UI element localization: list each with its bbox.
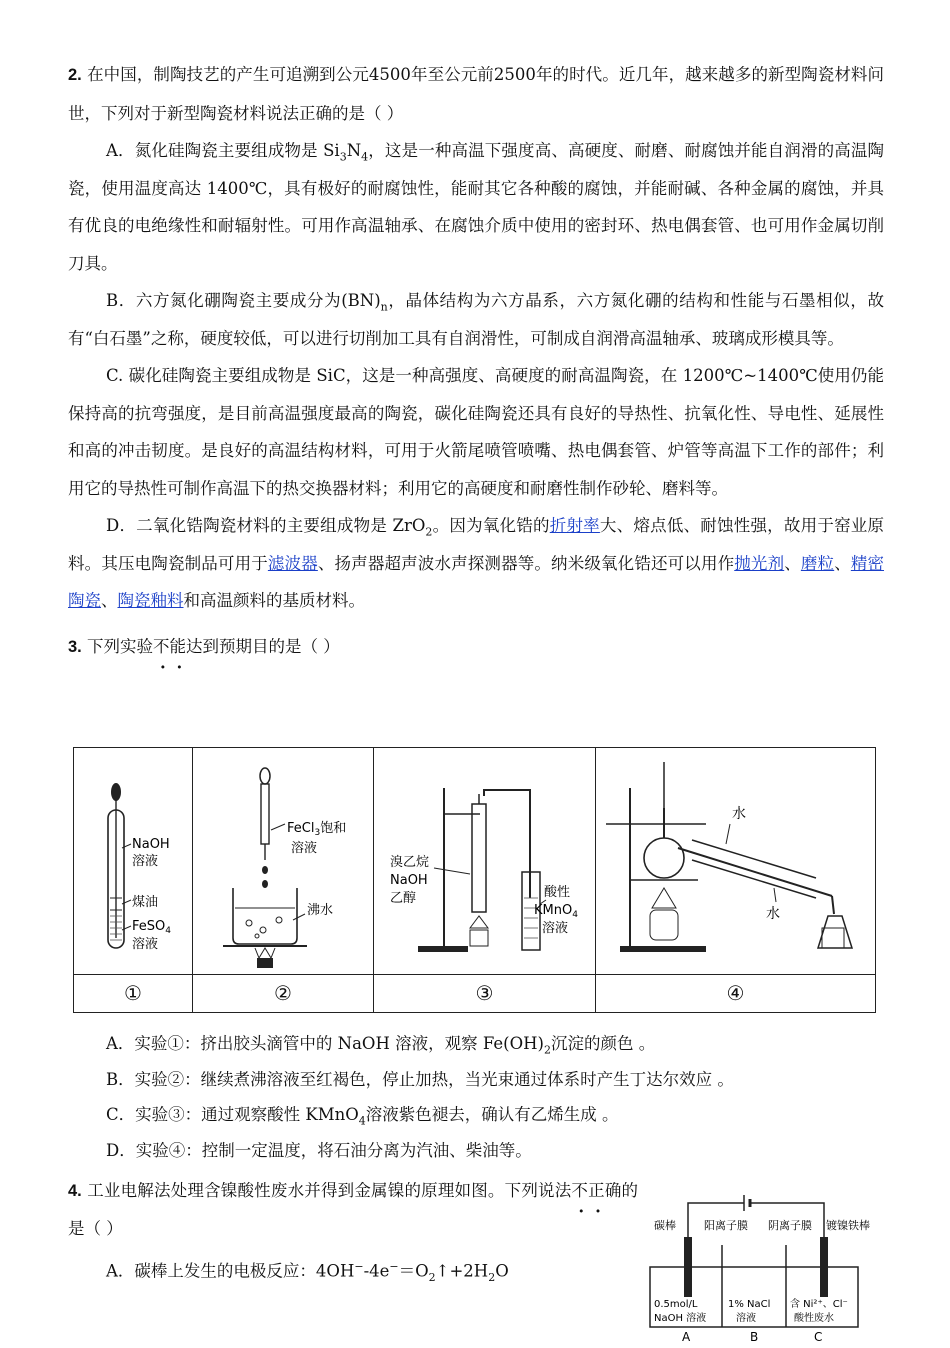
svg-text:溶液: 溶液 [542,921,569,936]
label-membrane-1: 阳离子膜 [704,1219,748,1232]
svg-text:溶液: 溶液 [132,937,159,952]
label-naoh: NaOH [132,837,170,852]
distillation-apparatus [596,748,874,974]
label-C: C [814,1330,823,1344]
link-polishing-agent[interactable]: 抛光剂 [734,553,785,573]
panel-label-3: ③ [374,974,596,1012]
q3-option-c: C．实验③：通过观察酸性 KMnO$_4$溶液紫色褪去，确认有乙烯生成 。 [106,1105,619,1128]
beaker-drawing [193,748,373,974]
question-2 [68,56,884,666]
q3-option-a: A．实验①：挤出胶头滴管中的 NaOH 溶液，观察 $Fe(OH)_2$沉淀的颜色 。 [106,1034,656,1057]
link-ceramic-glaze[interactable]: 陶瓷釉料 [117,591,184,610]
q2-option-d: D．二氧化锆陶瓷材料的主要组成物是 ZrO$_2$。因为氧化锆的折射率大、熔点低、耐蚀性强，故用于窑业原料。其压电陶瓷制品可用于滤波器、扬声器超声波水声探测器等。纳米级氧化锆还可以用作抛光剂、磨粒、精密陶瓷、陶瓷釉料和高温颜料的基质材料。 [68,516,885,610]
label-boiling-water: 沸水 [307,903,334,918]
svg-text:酸性废水: 酸性废水 [794,1313,834,1324]
label-kerosene: 煤油 [132,895,159,910]
q2-option-b: B．六方氮化硼陶瓷主要成分为$(BN)_n$，晶体结构为六方晶系，六方氮化硼的结构和性能与石墨相似，故有“白石墨”之称，硬度较低，可以进行切削加工具有自润滑性，可制成自润滑高温轴承、玻璃成形模具等。 [68,291,885,348]
label-water-out: 水 [766,906,780,922]
svg-text:乙醇: 乙醇 [390,891,417,906]
svg-text:溶液: 溶液 [132,854,159,869]
electrolysis-figure [640,1185,870,1344]
question-4 [68,1172,638,1291]
q2-stem: 2. 在中国，制陶技艺的产生可追溯到公元4500年至公元前2500年的时代。近几年，越来越多的新型陶瓷材料问世，下列对于新型陶瓷材料说法正确的是（ ） [68,65,884,123]
label-nickel-rod: 镀镍铁棒 [826,1219,870,1232]
q3-options [106,1026,886,1168]
panel-4 [596,748,875,974]
q3-option-b: B．实验②：继续煮沸溶液至红褐色，停止加热，当光束通过体系时产生丁达尔效应 。 [106,1069,734,1089]
svg-text:NaOH: NaOH [390,873,428,888]
panel-label-4: ④ [596,974,875,1012]
panel-1 [74,748,193,974]
label-bromoethane: 溴乙烷 [390,855,430,870]
label-A: A [682,1330,691,1344]
electrolysis-cell-drawing [640,1185,870,1344]
q3-option-d: D．实验④：控制一定温度，将石油分离为汽油、柴油等。 [106,1140,532,1160]
svg-text:KMnO4: KMnO$_4$ [534,903,578,920]
test-tube-drawing [74,748,192,974]
q3-number: 3. [68,637,82,656]
svg-text:NaOH 溶液: NaOH 溶液 [654,1313,707,1324]
q4-number: 4. [68,1182,82,1200]
label-carbon-rod: 碳棒 [654,1219,676,1232]
q4-option-a: A．碳棒上发生的电极反应：$4OH^--4e^-=O_2↑+2H_2O$ [106,1260,509,1284]
q4-stem: 4. 工业电解法处理含镍酸性废水并得到金属镍的原理如图。下列说法不正确的是（ ） [68,1181,639,1238]
link-precision-ceramics[interactable]: 精密陶瓷 [68,553,884,610]
label-fecl3: FeCl$_3$饱和 [287,821,347,838]
experiment-figure [73,747,876,1013]
label-membrane-2: 阴离子膜 [768,1219,812,1232]
panel-label-2: ② [193,974,374,1012]
elimination-apparatus [374,748,595,974]
link-refractive-index[interactable]: 折射率 [549,516,600,535]
svg-text:溶液: 溶液 [736,1313,756,1324]
q3-stem: 3. 下列实验不能达到预期目的是（ ） [68,636,340,656]
q2-option-a: A．氮化硅陶瓷主要组成物是 $Si_3N_4$，这是一种高温下强度高、高硬度、耐磨、耐腐蚀并能自润滑的高温陶瓷，使用温度高达 1400℃，具有极好的耐腐蚀性，能耐其它各种酸的腐蚀，并能耐碱、各种金属的腐蚀，并具有优良的电绝缘性和耐辐射性。可用作高温轴承、在腐蚀介质中使用的密封环、热电偶套管、也可用作金属切削刀具。 [68,141,885,273]
panel-label-1: ① [74,974,193,1012]
svg-text:1% NaCl: 1% NaCl [728,1299,771,1310]
label-kmno4: 酸性 [544,885,571,900]
q2-option-c: C. 碳化硅陶瓷主要组成物是 SiC，这是一种高强度、高硬度的耐高温陶瓷，在 1200℃~1400℃使用仍能保持高的抗弯强度，是目前高温强度最高的陶瓷，碳化硅陶瓷还具有良好的导热性、抗氧化性、导电性、延展性和高的冲击韧度。是良好的高温结构材料，可用于火箭尾喷管喷嘴、热电偶套管、炉管等高温下工作的部件；利用它的导热性可制作高温下的热交换器材料；利用它的高硬度和耐磨性制作砂轮、磨料等。 [68,366,884,498]
label-B: B [750,1330,759,1344]
label-feso4: FeSO$_4$ [132,919,171,936]
svg-text:含 Ni²⁺、Cl⁻: 含 Ni²⁺、Cl⁻ [790,1299,848,1310]
q2-number: 2. [68,66,82,84]
panel-2 [193,748,374,974]
panel-3 [374,748,596,974]
label-water-in: 水 [732,806,746,822]
svg-text:0.5mol/L: 0.5mol/L [654,1299,698,1310]
svg-text:溶液: 溶液 [291,841,318,856]
link-filter[interactable]: 滤波器 [267,553,318,573]
link-abrasive[interactable]: 磨粒 [800,553,835,573]
